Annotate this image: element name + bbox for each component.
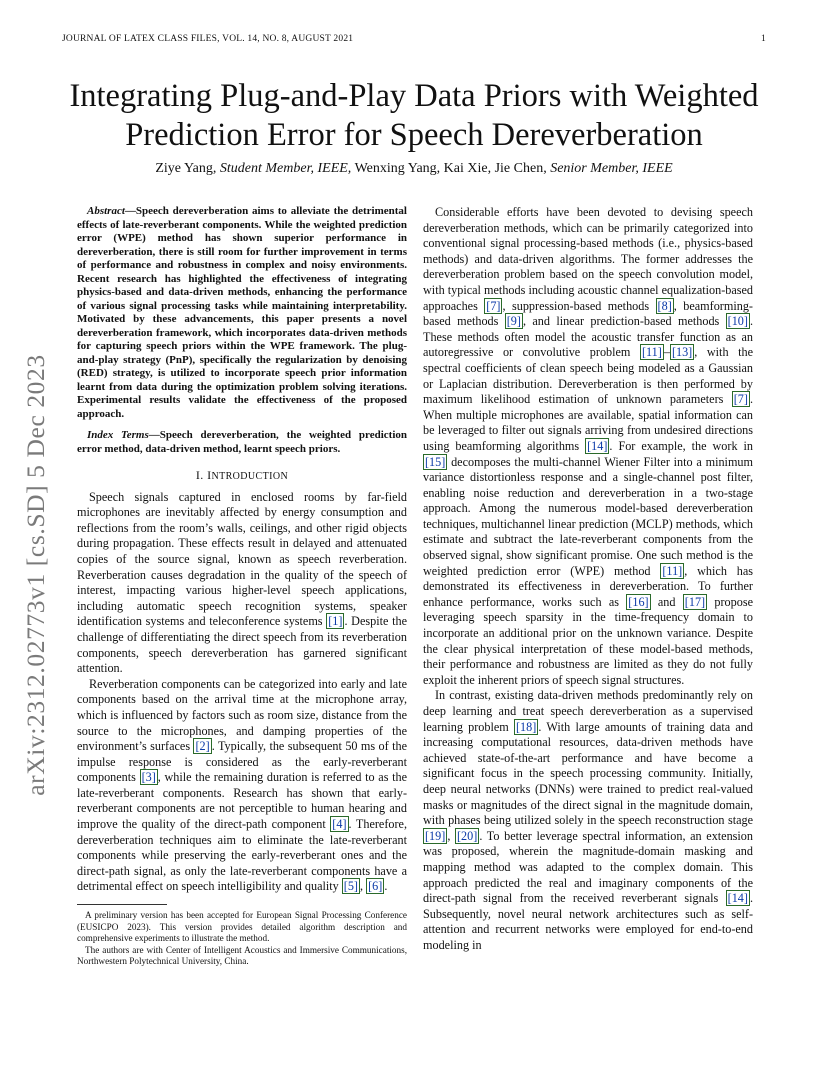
citation-link[interactable]: [10] [727, 314, 748, 329]
citation-link[interactable]: [5] [343, 879, 358, 894]
citation-link[interactable]: [6] [368, 879, 383, 894]
left-column [77, 205, 407, 968]
section-heading-introduction [77, 468, 407, 485]
section-numeral: I. I [195, 468, 212, 482]
index-terms-label: Index Terms [87, 429, 149, 441]
citation-link[interactable]: [7] [733, 392, 748, 407]
section-name: NTRODUCTION [211, 471, 289, 482]
journal-name: JOURNAL OF LATEX CLASS FILES, VOL. 14, NO. 8, AUGUST 2021 [62, 34, 354, 44]
author-1-role: Student Member, IEEE, [219, 161, 352, 176]
citation-link[interactable]: [13] [671, 345, 693, 360]
citation-link[interactable]: [2] [195, 739, 210, 754]
citation-link[interactable]: [19] [425, 828, 446, 843]
citation-link[interactable]: [17] [684, 594, 706, 609]
citation-link[interactable]: [9] [506, 314, 521, 329]
author-1: Ziye Yang, [155, 161, 217, 176]
abstract [77, 205, 407, 421]
index-terms-text: —Speech dereverberation, the weighted prediction error method, data-driven method, learnt speech priors. [77, 429, 407, 455]
intro-paragraph-2: Reverberation components can be categorized into early and late components based on the arrival time at the microphone array, which is influenced by factors such as room size, distance from the source to the microphones, and damping properties of the environment’s surfaces [2] . Typically, the subsequent 50 ms of the impulse response is considered as the early-reverberant components [3] , while the remaining duration is referred to as the late-reverberant components. Research has shown that early-reverberant components are not perceptible to human hearing and improve the quality of the direct-path component [4] . Therefore, dereverberation techniques aim to eliminate the late-reverberant components while preserving the early-reverberant ones and the direct-path signal, as only the late-reverberant components have a detrimental effect on speech intelligibility and quality [5] , [6] . [77, 676, 408, 894]
last-author-role: Senior Member, IEEE [550, 161, 673, 176]
citation-link[interactable]: [1] [328, 614, 343, 629]
intro-paragraph-4: In contrast, existing data-driven methods predominantly rely on deep learning and treat speech dereverberation as a supervised learning problem [18] . With large amounts of training data and increasing computational resources, data-driven methods have achieved state-of-the-art performance and have become a significant focus in the speech processing community. Initially, deep neural networks (DNNs) were trained to predict real-valued masks or magnitudes of the direct signal in the magnitude domain, with phases being utilized solely in the speech reconstruction stage [19] , [20] . To better leverage spectral information, an extension was proposed, wherein the magnitude-domain masking and mapping method was adapted to the complex domain. This approach predicted the real and imaginary components of the direct-path signal from the received reverberant signals [14] . Subsequently, novel neural network architectures such as self-attention and recurrent networks were employed for end-to-end modeling in [423, 688, 753, 952]
right-column [423, 205, 753, 954]
title-line-2: Prediction Error for Speech Dereverberation [125, 117, 703, 153]
citation-link[interactable]: [11] [662, 563, 683, 578]
page-number: 1 [761, 34, 766, 44]
citation-link[interactable]: [14] [587, 438, 608, 453]
citation-link[interactable]: [16] [628, 594, 649, 609]
citation-link[interactable]: [20] [457, 828, 478, 843]
citation-link[interactable]: [3] [141, 770, 156, 785]
running-header [62, 34, 766, 44]
intro-paragraph-3: Considerable efforts have been devoted to devising speech dereverberation methods, which can be primarily categorized into conventional signal processing-based methods (i.e., physics-based methods) and data-driven algorithms. The former addresses the dereverberation problem based on the speech convolution model, with typical methods including acoustic channel equalization-based approaches [7] , suppression-based methods [8] , beamforming-based methods [9] , and linear prediction-based methods [10] . These methods often model the acoustic transfer function as an autoregressive or convolutive problem [11] – [13] , with the spectral coefficients of clean speech being modeled as a Gaussian or Laplacian distribution. Dereverberation is then performed by maximum likelihood estimation of unknown parameters [7] . When multiple microphones are available, spatial information can be leveraged to filter out signals arriving from undesired directions using beamforming algorithms [14] . For example, the work in [15] decomposes the multi-channel Wiener Filter into a minimum variance distortionless response and a single-channel post filter, enabling noise reduction and dereverberation in a two-stage approach. Among the numerous model-based dereverberation techniques, multichannel linear prediction (MCLP) methods, which estimate and subtract the late-reverberant components from the observed signal, show significant promise. One such method is the weighted prediction error (WPE) method [11] , which has demonstrated its effectiveness in dereverberation. To further enhance performance, works such as [16] and [17] propose leveraging speech sparsity in the time-frequency domain to incorporate an additional prior on the unknown variance. Despite the clear physical interpretation of these model-based methods, their performance and robustness are limited as they do not fully exploit the inherent priors of speech signal structures. [423, 205, 753, 687]
index-terms [77, 429, 407, 456]
citation-link[interactable]: [11] [641, 345, 662, 360]
footnote-affiliation: The authors are with Center of Intelligent Acoustics and Immersive Communications, Northwestern Polytechnical University, China. [77, 944, 407, 967]
title-line-1: Integrating Plug-and-Play Data Priors with Weighted [69, 78, 759, 114]
footnote-preliminary: A preliminary version has been accepted for European Signal Processing Conference (EUSICPO 2023). This version provides detailed algorithm description and comprehensive experiments to illustrate the method. [77, 910, 407, 944]
citation-link[interactable]: [15] [425, 454, 446, 469]
citation-link[interactable]: [8] [657, 298, 672, 313]
citation-link[interactable]: [7] [486, 298, 501, 313]
other-authors: Wenxing Yang, Kai Xie, Jie Chen, [354, 161, 547, 176]
citation-link[interactable]: [4] [332, 817, 347, 832]
citation-link[interactable]: [18] [516, 719, 537, 734]
paper-title [40, 77, 788, 155]
footnote-divider [77, 904, 167, 905]
arxiv-stamp [8, 295, 64, 855]
arxiv-id-text: arXiv:2312.02773v1 [cs.SD] 5 Dec 2023 [21, 354, 50, 796]
author-list [60, 161, 768, 177]
abstract-text: —Speech dereverberation aims to alleviate the detrimental effects of late-reverberant components. While the weighted prediction error (WPE) method has shown superior performance in dereverberation, there is still room for further improvement in terms of performance and robustness in complex and noisy environments. Recent research has highlighted the effectiveness of integrating physics-based and data-driven methods, enhancing the performance of various signal processing tasks while maintaining interpretability. Motivated by these advancements, this paper presents a novel dereverberation framework, which incorporates data-driven methods for capturing speech priors within the WPE framework. The plug-and-play strategy (PnP), specifically the regularization by denoising (RED) strategy, is utilized to incorporate speech prior information learnt from data during the optimization problem solving iterations. Experimental results validate the effectiveness of the proposed approach. [77, 205, 407, 420]
intro-paragraph-1: Speech signals captured in enclosed rooms by far-field microphones are inevitably affected by energy consumption and reflections from the room’s walls, ceilings, and other rigid objects during propagation. These effects result in delayed and attenuated copies of the source signal, known as speech reverberation. Reverberation causes degradation in the quality of the speech of interest, impacting various higher-level speech applications, including automatic speech recognition systems, speaker identification systems and teleconference systems [1] . Despite the challenge of differentiating the direct speech from its reverberation components, speech dereverberation has garnered significant attention. [77, 489, 407, 676]
abstract-label: Abstract [87, 205, 125, 217]
citation-link[interactable]: [14] [727, 891, 748, 906]
